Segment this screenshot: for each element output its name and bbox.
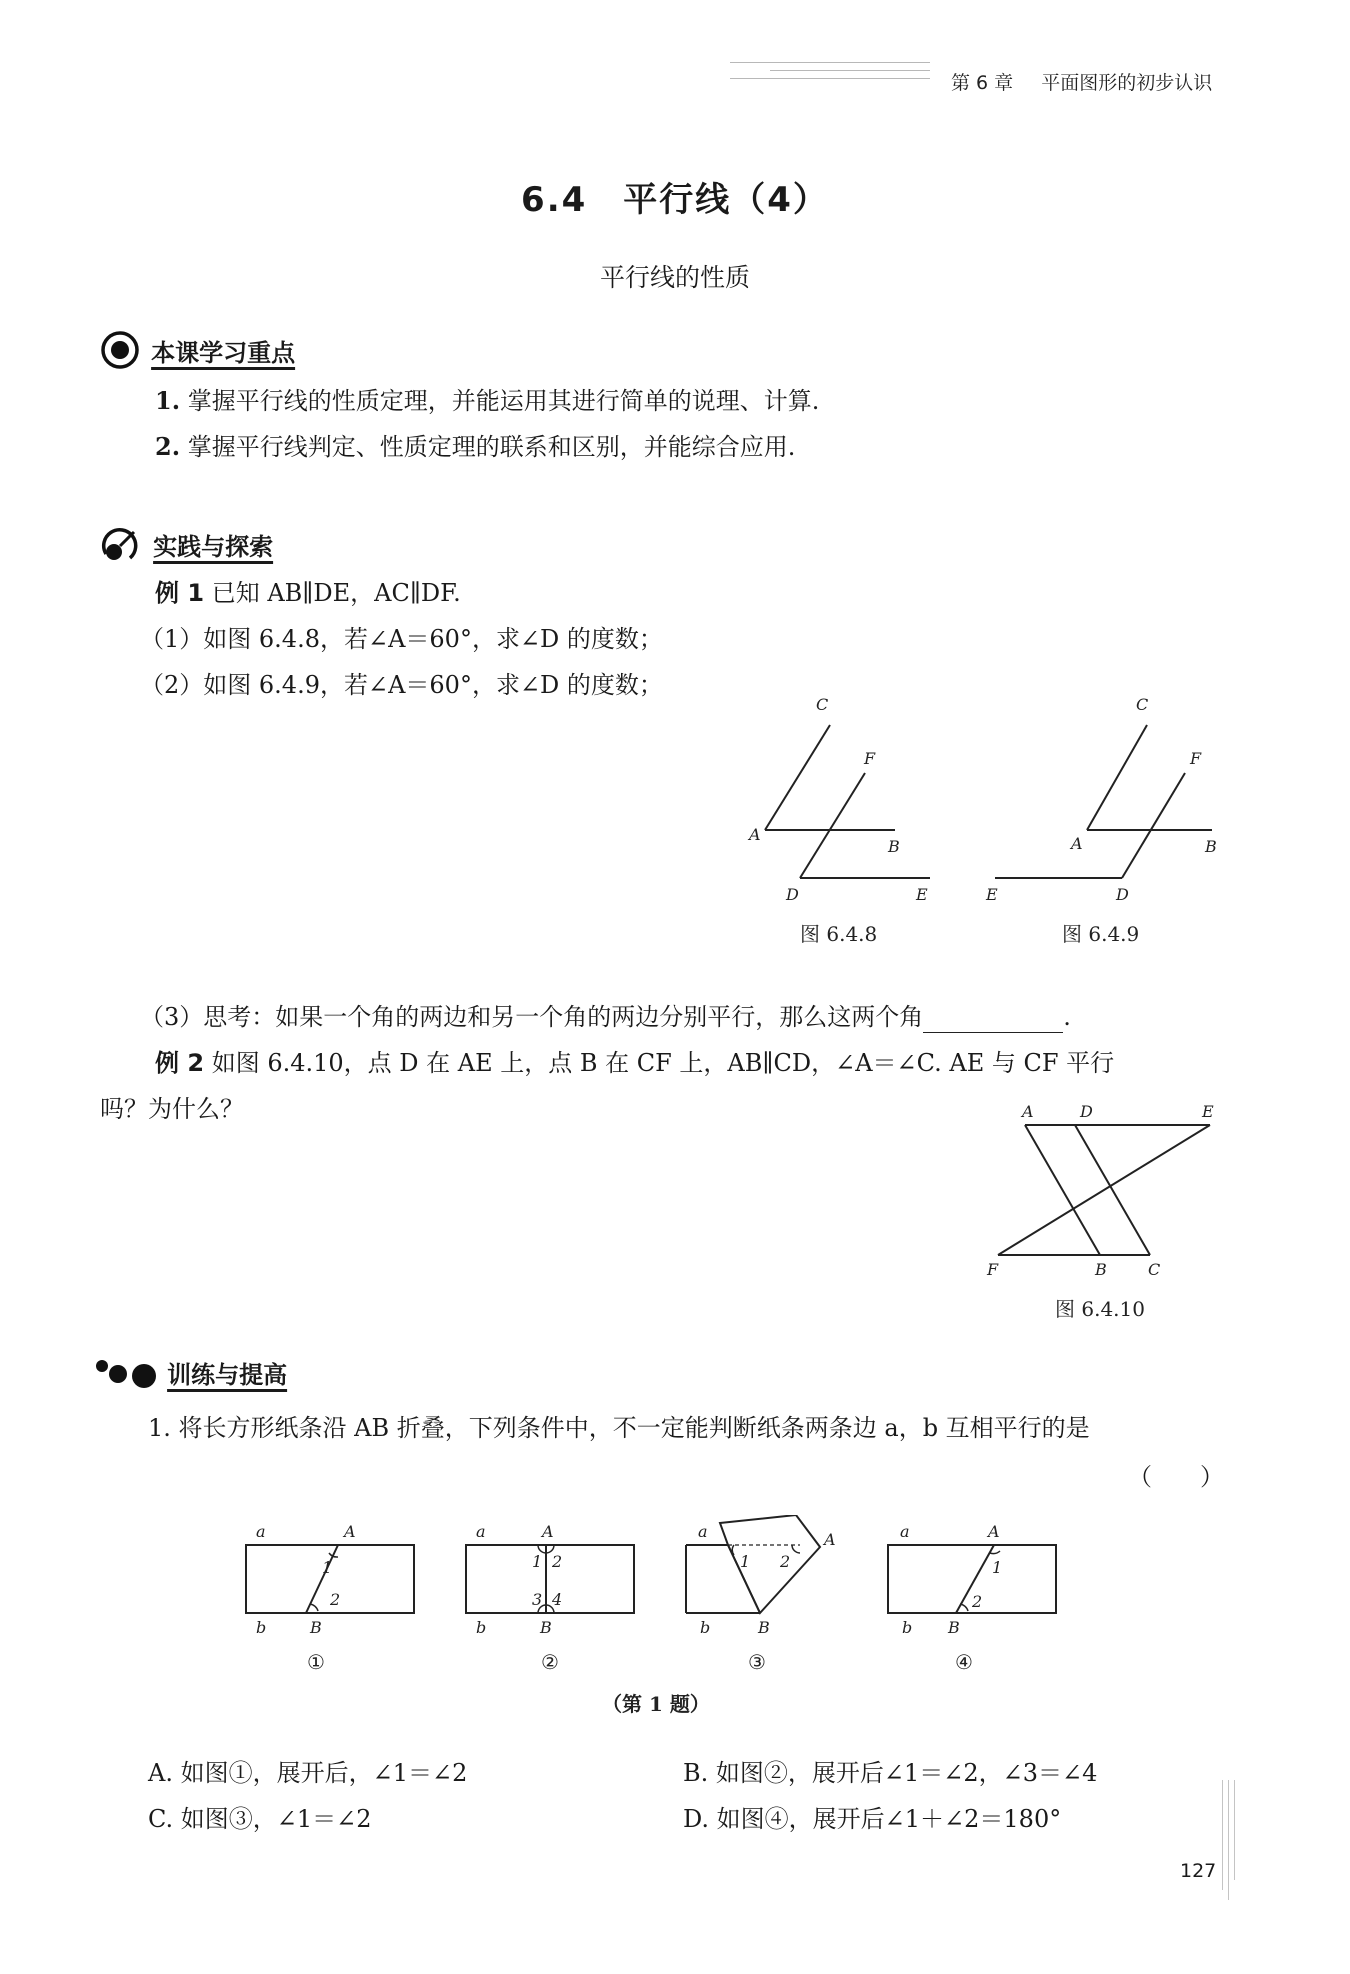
focus-section-header <box>100 330 295 370</box>
example-1-label: 例 1 <box>155 579 205 607</box>
label-A: A <box>824 1530 836 1549</box>
answer-paren[interactable]: （ ） <box>1128 1463 1224 1491</box>
label-a: a <box>476 1522 486 1541</box>
label-B: B <box>1205 837 1217 856</box>
label-a: a <box>698 1522 708 1541</box>
chapter-number: 第 6 章 <box>951 72 1014 94</box>
fold-figure-1 <box>246 1522 414 1637</box>
focus-heading: 本课学习重点 <box>151 338 296 367</box>
label-A: A <box>1071 834 1083 853</box>
focus-item-1: 1. 掌握平行线的性质定理，并能运用其进行简单的说理、计算. <box>155 386 820 415</box>
label-3: 3 <box>532 1590 543 1609</box>
label-A: A <box>1022 1102 1034 1121</box>
focus-item-2: 2. 掌握平行线判定、性质定理的联系和区别，并能综合应用. <box>155 432 796 461</box>
label-D: D <box>786 885 799 904</box>
figure-6-4-9 <box>980 690 1220 914</box>
label-2: 2 <box>972 1592 983 1611</box>
lesson-title: 6.4 平行线（4） <box>521 180 829 220</box>
label-b: b <box>476 1618 487 1637</box>
label-C: C <box>816 695 829 714</box>
label-4: 4 <box>552 1590 563 1609</box>
label-1: 1 <box>322 1558 333 1577</box>
header-rules <box>730 62 930 92</box>
example-1-statement: 例 1 已知 AB∥DE，AC∥DF. <box>155 579 461 607</box>
label-E: E <box>986 885 998 904</box>
figure-6-4-10-caption: 图 6.4.10 <box>1055 1297 1145 1321</box>
subfig-label-3: ③ <box>748 1650 766 1674</box>
subfig-label-4: ④ <box>955 1650 973 1674</box>
training-heading: 训练与提高 <box>167 1361 288 1389</box>
explore-icon <box>100 524 142 564</box>
label-b: b <box>700 1618 711 1637</box>
label-a: a <box>256 1522 266 1541</box>
training-section-header <box>92 1355 287 1390</box>
answer-blank[interactable] <box>923 1010 1063 1033</box>
label-F: F <box>864 749 876 768</box>
option-D[interactable]: D. 如图④，展开后∠1＋∠2＝180° <box>683 1805 1062 1833</box>
fold-figure-3 <box>686 1515 836 1637</box>
label-B: B <box>1095 1260 1107 1279</box>
figure-6-4-8-caption: 图 6.4.8 <box>800 922 878 946</box>
subfig-label-1: ① <box>307 1650 325 1674</box>
example-2-label: 例 2 <box>155 1049 205 1077</box>
practice-section-header <box>100 524 273 564</box>
page-number: 127 <box>1180 1860 1217 1882</box>
label-E: E <box>1202 1102 1214 1121</box>
label-C: C <box>1136 695 1149 714</box>
chapter-header <box>951 68 1212 95</box>
label-F: F <box>1190 749 1202 768</box>
fold-figure-4 <box>888 1522 1056 1637</box>
example-1-q2: （2）如图 6.4.9，若∠A＝60°，求∠D 的度数； <box>140 671 663 699</box>
label-A: A <box>344 1522 356 1541</box>
subfig-label-2: ② <box>541 1650 559 1674</box>
lesson-subtitle: 平行线的性质 <box>599 263 750 292</box>
label-E: E <box>916 885 928 904</box>
label-a: a <box>900 1522 910 1541</box>
label-F: F <box>987 1260 999 1279</box>
label-A: A <box>988 1522 1000 1541</box>
training-q1-text: 1. 将长方形纸条沿 AB 折叠，下列条件中，不一定能判断纸条两条边 a，b 互相平行的是 <box>148 1414 1090 1442</box>
label-B: B <box>948 1618 960 1637</box>
option-C[interactable]: C. 如图③，∠1＝∠2 <box>148 1805 372 1833</box>
label-1: 1 <box>532 1552 543 1571</box>
label-1: 1 <box>740 1552 751 1571</box>
label-2: 2 <box>330 1590 341 1609</box>
example-2-line1: 例 2 如图 6.4.10，点 D 在 AE 上，点 B 在 CF 上，AB∥CD，∠A＝∠C. AE 与 CF 平行 <box>155 1049 1115 1077</box>
label-B: B <box>540 1618 552 1637</box>
figure-6-4-10 <box>980 1095 1230 1289</box>
label-A: A <box>749 825 761 844</box>
option-A[interactable]: A. 如图①，展开后，∠1＝∠2 <box>148 1759 468 1787</box>
example-1-q1: （1）如图 6.4.8，若∠A＝60°，求∠D 的度数； <box>140 625 663 653</box>
fold-figure-2 <box>466 1522 634 1637</box>
margin-marks <box>1222 1780 1242 1900</box>
chapter-title: 平面图形的初步认识 <box>1041 72 1213 94</box>
label-D: D <box>1080 1102 1093 1121</box>
option-B[interactable]: B. 如图②，展开后∠1＝∠2，∠3＝∠4 <box>683 1759 1098 1787</box>
label-B: B <box>758 1618 770 1637</box>
dots-icon <box>92 1356 160 1390</box>
example-2-line2: 吗？为什么？ <box>100 1095 244 1123</box>
label-C: C <box>1148 1260 1161 1279</box>
label-2: 2 <box>780 1552 791 1571</box>
target-icon <box>100 330 140 370</box>
label-1: 1 <box>992 1558 1003 1577</box>
label-b: b <box>256 1618 267 1637</box>
example-1-q3: （3）思考：如果一个角的两边和另一个角的两边分别平行，那么这两个角 . <box>140 1002 1071 1033</box>
figure-6-4-8 <box>740 690 940 914</box>
label-2: 2 <box>552 1552 563 1571</box>
label-B: B <box>310 1618 322 1637</box>
label-D: D <box>1116 885 1129 904</box>
figure-6-4-9-caption: 图 6.4.9 <box>1062 922 1140 946</box>
label-B: B <box>888 837 900 856</box>
label-b: b <box>902 1618 913 1637</box>
label-A: A <box>542 1522 554 1541</box>
question-figure-caption: （第 1 题） <box>602 1692 710 1716</box>
practice-heading: 实践与探索 <box>153 532 274 561</box>
